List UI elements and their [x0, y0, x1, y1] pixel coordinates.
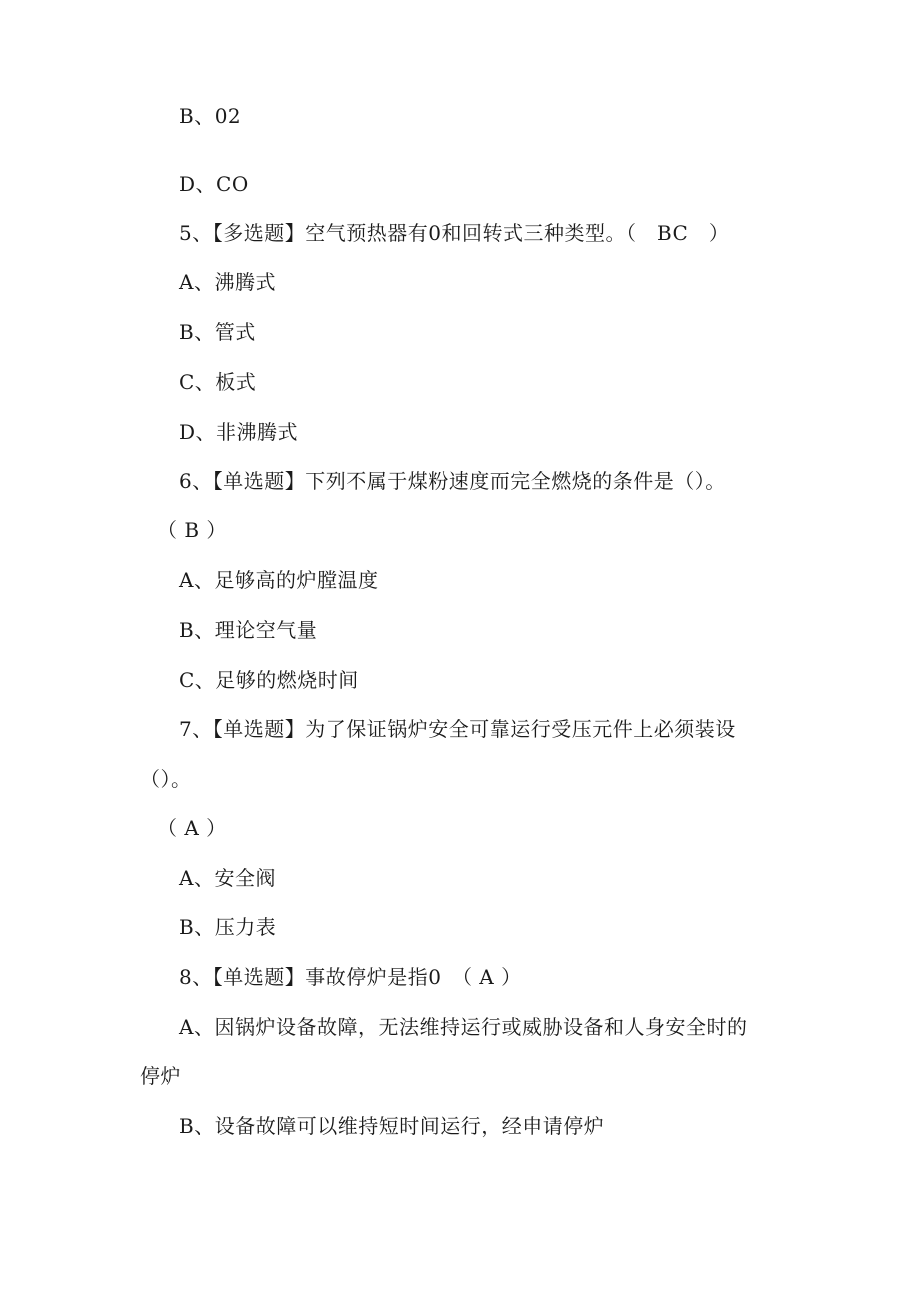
question-5: 5、【多选题】空气预热器有0和回转式三种类型。（ BC ）	[179, 221, 730, 245]
q6-option-b: B、理论空气量	[179, 618, 318, 642]
q5-option-c: C、板式	[179, 370, 257, 394]
q5-option-a: A、沸腾式	[179, 270, 276, 294]
q8-option-a-continued: 停炉	[140, 1064, 181, 1088]
q4-option-d: D、CO	[179, 172, 249, 196]
q4-option-b: B、02	[179, 104, 242, 128]
q7-answer: （ A ）	[157, 816, 227, 840]
q5-option-b: B、管式	[179, 320, 256, 344]
q6-option-a: A、足够高的炉膛温度	[179, 568, 379, 592]
q7-option-a: A、安全阀	[179, 866, 276, 890]
q6-answer: （ B ）	[157, 518, 227, 542]
q8-option-a: A、因锅炉设备故障，无法维持运行或威胁设备和人身安全时的	[179, 1015, 748, 1039]
question-6: 6、【单选题】下列不属于煤粉速度而完全燃烧的条件是（）。	[179, 469, 726, 493]
q5-option-d: D、非沸腾式	[179, 420, 299, 444]
question-7: 7、【单选题】为了保证锅炉安全可靠运行受压元件上必须装设	[179, 717, 736, 741]
question-7-continued: （）。	[140, 767, 192, 791]
q7-option-b: B、压力表	[179, 915, 277, 939]
q8-option-b: B、设备故障可以维持短时间运行，经申请停炉	[179, 1114, 605, 1138]
q6-option-c: C、足够的燃烧时间	[179, 668, 359, 692]
question-8: 8、【单选题】事故停炉是指0 （ A ）	[179, 965, 522, 989]
